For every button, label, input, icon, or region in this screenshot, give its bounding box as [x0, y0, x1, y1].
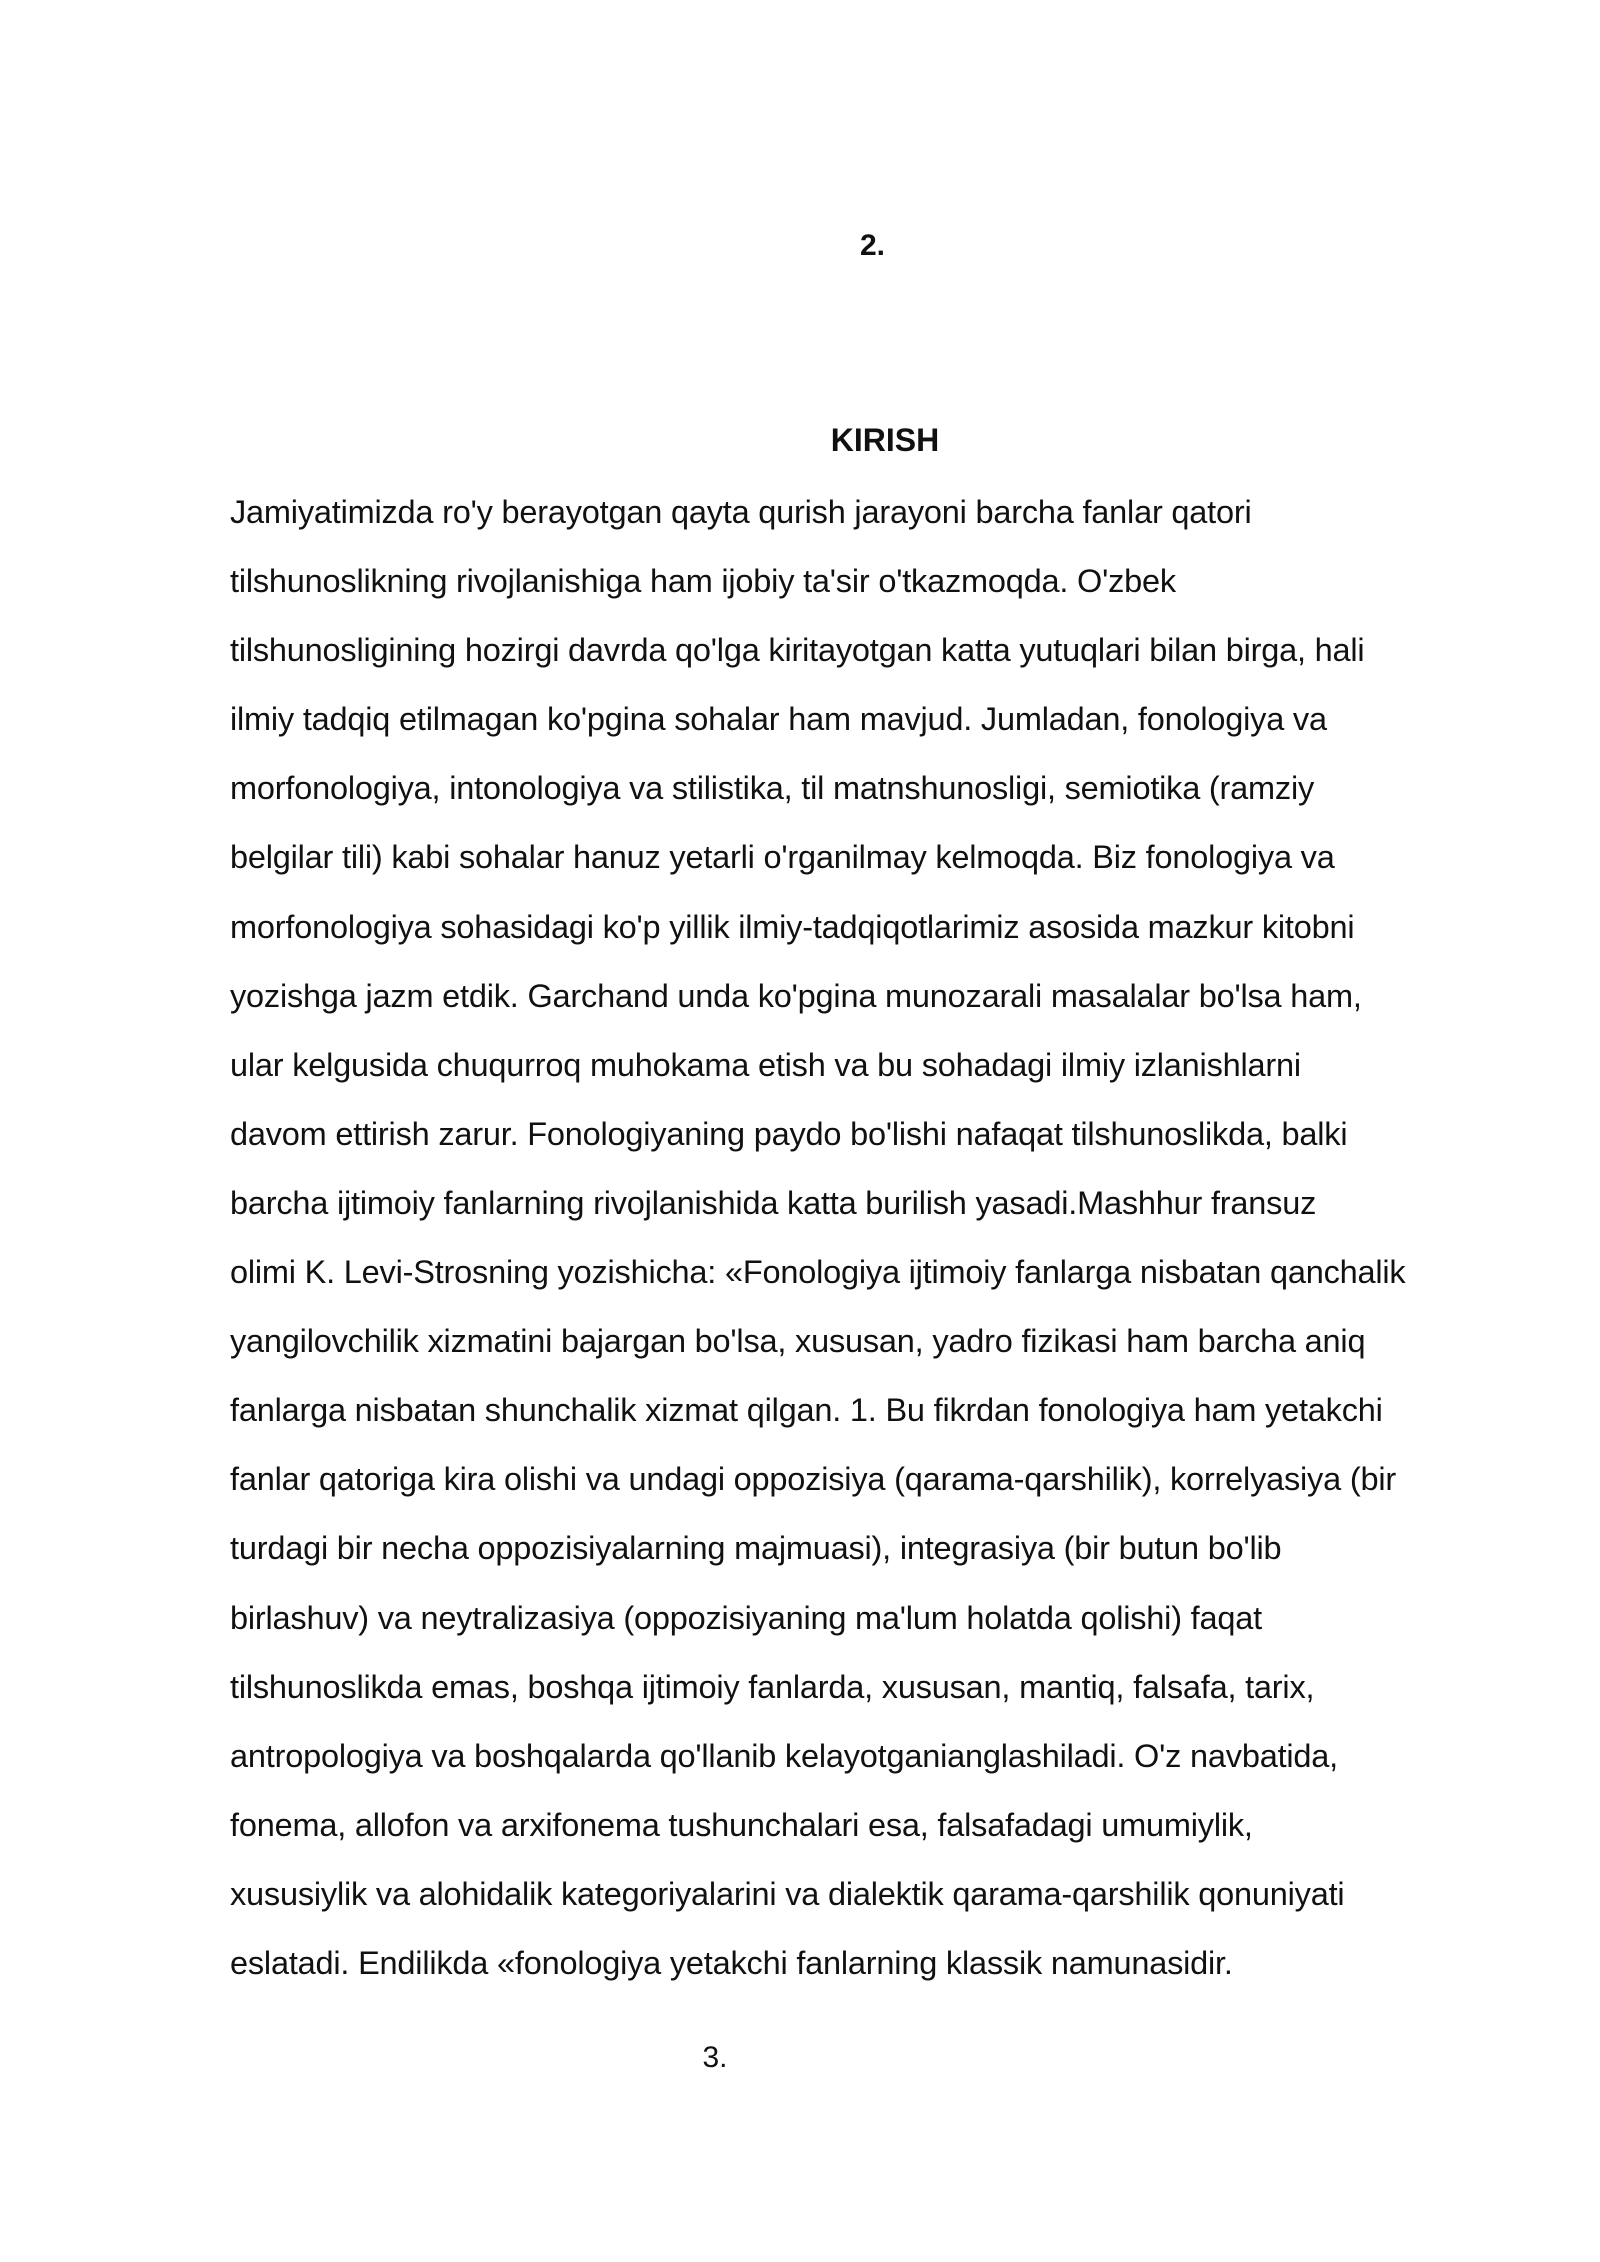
text-line: eslatadi. Endilikda «fonologiya yetakchi fanlarning klassik namunasidir.: [230, 1944, 1233, 1981]
text-line: yangilovchilik xizmatini bajargan bo'lsa, xususan, yadro fizikasi ham barcha aniq: [230, 1323, 1366, 1360]
section-heading: KIRISH: [830, 422, 940, 458]
text-line: yozishga jazm etdik. Garchand unda ko'pgina munozarali masalalar bo'lsa ham,: [230, 977, 1362, 1014]
body-paragraph: [230, 488, 1530, 2008]
text-line: tilshunosligining hozirgi davrda qo'lga kiritayotgan katta yutuqlari bilan birga, hali: [230, 632, 1365, 669]
page-number-top: 2.: [859, 229, 886, 262]
text-line: antropologiya va boshqalarda qo'llanib kelayotganianglashiladi. O'z navbatida,: [230, 1737, 1338, 1774]
text-line: fonema, allofon va arxifonema tushunchalari esa, falsafadagi umumiylik,: [230, 1806, 1253, 1843]
text-line: tilshunoslikning rivojlanishiga ham ijobiy ta'sir o'tkazmoqda. O'zbek: [230, 563, 1176, 600]
text-line: ular kelgusida chuqurroq muhokama etish va bu sohadagi ilmiy izlanishlarni: [230, 1046, 1301, 1083]
text-line: barcha ijtimoiy fanlarning rivojlanishida katta burilish yasadi.Mashhur fransuz: [230, 1184, 1317, 1221]
text-line: xususiylik va alohidalik kategoriyalarini va dialektik qarama-qarshilik qonuniyati: [230, 1875, 1345, 1912]
text-line: turdagi bir necha oppozisiyalarning majmuasi), integrasiya (bir butun bo'lib: [230, 1530, 1282, 1567]
text-line: morfonologiya, intonologiya va stilistika, til matnshunosligi, semiotika (ramziy: [230, 770, 1315, 807]
page-number-bottom: 3.: [702, 2041, 728, 2074]
text-line: tilshunoslikda emas, boshqa ijtimoiy fanlarda, xususan, mantiq, falsafa, tarix,: [230, 1668, 1315, 1705]
text-line: Jamiyatimizda ro'y berayotgan qayta qurish jarayoni barcha fanlar qatori: [230, 494, 1252, 530]
text-line: birlashuv) va neytralizasiya (oppozisiyaning ma'lum holatda qolishi) faqat: [230, 1599, 1262, 1636]
text-line: ilmiy tadqiq etilmagan ko'pgina sohalar ham mavjud. Jumladan, fonologiya va: [230, 701, 1327, 738]
text-line: belgilar tili) kabi sohalar hanuz yetarli o'rganilmay kelmoqda. Biz fonologiya va: [230, 839, 1335, 876]
text-line: fanlar qatoriga kira olishi va undagi oppozisiya (qarama-qarshilik), korrelyasiya (bir: [230, 1461, 1396, 1498]
text-line: morfonologiya sohasidagi ko'p yillik ilmiy-tadqiqotlarimiz asosida mazkur kitobni: [230, 908, 1355, 945]
text-line: fanlarga nisbatan shunchalik xizmat qilgan. 1. Bu fikrdan fonologiya ham yetakchi: [230, 1392, 1383, 1429]
text-line: olimi K. Levi-Strosning yozishicha: «Fonologiya ijtimoiy fanlarga nisbatan qanchalik: [230, 1254, 1406, 1291]
text-line: davom ettirish zarur. Fonologiyaning paydo bo'lishi nafaqat tilshunoslikda, balki: [230, 1115, 1348, 1152]
